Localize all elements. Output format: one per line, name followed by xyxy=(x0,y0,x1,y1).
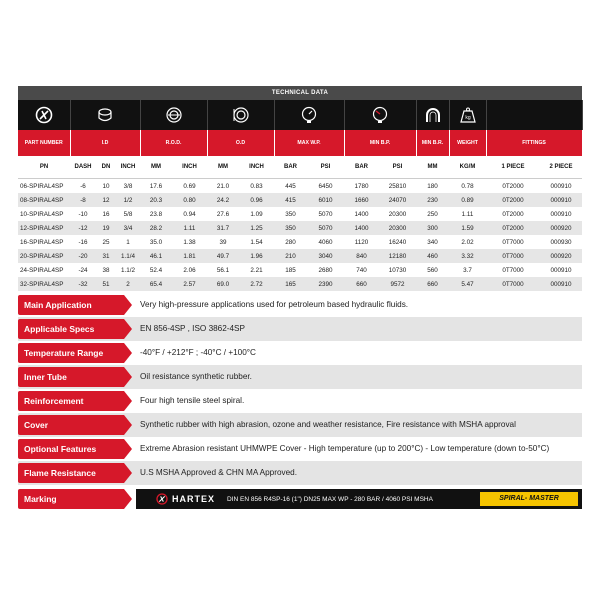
table-cell: 250 xyxy=(416,207,449,221)
table-cell: 17.6 xyxy=(140,179,172,194)
table-cell: 1400 xyxy=(344,221,379,235)
table-cell: 000910 xyxy=(540,179,582,194)
table-cell: 10 xyxy=(96,179,116,194)
table-cell: 1.1/4 xyxy=(116,249,140,263)
table-cell: 460 xyxy=(416,249,449,263)
table-cell: -24 xyxy=(70,263,96,277)
table-cell: 350 xyxy=(274,207,307,221)
table-cell: 1.81 xyxy=(172,249,207,263)
table-cell: 740 xyxy=(344,263,379,277)
table-cell: 4060 xyxy=(307,235,344,249)
table-cell: 35.0 xyxy=(140,235,172,249)
table-cell: 000930 xyxy=(540,235,582,249)
application-label: Inner Tube xyxy=(18,367,124,387)
table-cell: 1.96 xyxy=(239,249,274,263)
category-weight: WEIGHT xyxy=(449,130,486,156)
table-cell: 560 xyxy=(416,263,449,277)
table-cell: 1.59 xyxy=(449,221,486,235)
table-cell: 0T7000 xyxy=(486,249,540,263)
table-cell: 5/8 xyxy=(116,207,140,221)
table-cell: 2.02 xyxy=(449,235,486,249)
part-number-cell: 20-SPIRAL4SP xyxy=(18,249,70,263)
table-cell: 2.72 xyxy=(239,277,274,291)
table-cell: -8 xyxy=(70,193,96,207)
table-cell: 16240 xyxy=(379,235,416,249)
unit-header: DN xyxy=(96,156,116,179)
table-cell: 0.78 xyxy=(449,179,486,194)
table-cell: -10 xyxy=(70,207,96,221)
spiral-master-stripe: SPIRAL- MASTER xyxy=(480,492,578,506)
application-row xyxy=(18,365,582,389)
application-value: Four high tensile steel spiral. xyxy=(140,396,245,405)
fittings-icon-cell xyxy=(486,100,582,130)
unit-header: 1 PIECE xyxy=(486,156,540,179)
table-cell: 185 xyxy=(274,263,307,277)
application-row xyxy=(18,341,582,365)
table-cell: 5070 xyxy=(307,207,344,221)
application-label: Cover xyxy=(18,415,124,435)
application-label: Reinforcement xyxy=(18,391,124,411)
table-cell: 0.80 xyxy=(172,193,207,207)
part-number-cell: 06-SPIRAL4SP xyxy=(18,179,70,194)
category-id: I.D xyxy=(70,130,140,156)
table-cell: 65.4 xyxy=(140,277,172,291)
table-cell: 1660 xyxy=(344,193,379,207)
unit-header: MM xyxy=(416,156,449,179)
table-cell: 20300 xyxy=(379,207,416,221)
table-cell: 300 xyxy=(416,221,449,235)
unit-header: PN xyxy=(18,156,70,179)
technical-data-title: TECHNICAL DATA xyxy=(18,86,582,100)
hartex-logo xyxy=(156,493,215,505)
table-cell: 20300 xyxy=(379,221,416,235)
technical-data-sheet xyxy=(18,86,582,511)
application-value: U.S MSHA Approved & CHN MA Approved. xyxy=(140,468,297,477)
table-cell: 5.47 xyxy=(449,277,486,291)
marking-row xyxy=(18,487,582,511)
table-cell: 0T2000 xyxy=(486,179,540,194)
table-cell: 000910 xyxy=(540,277,582,291)
bend-radius-icon xyxy=(416,100,449,130)
table-cell: 1 xyxy=(116,235,140,249)
unit-header: INCH xyxy=(172,156,207,179)
category-min-br: MIN B.R. xyxy=(416,130,449,156)
application-label: Applicable Specs xyxy=(18,319,124,339)
table-cell: 2680 xyxy=(307,263,344,277)
application-label: Temperature Range xyxy=(18,343,124,363)
category-fittings: FITTINGS xyxy=(486,130,582,156)
table-cell: 0T7000 xyxy=(486,235,540,249)
table-cell: 660 xyxy=(416,277,449,291)
table-cell: 3.32 xyxy=(449,249,486,263)
table-cell: -20 xyxy=(70,249,96,263)
table-cell: 19 xyxy=(96,221,116,235)
application-value: -40°F / +212°F ; -40°C / +100°C xyxy=(140,348,256,357)
table-cell: 23.8 xyxy=(140,207,172,221)
table-cell: 180 xyxy=(416,179,449,194)
application-value: Extreme Abrasion resistant UHMWPE Cover - High temperature (up to 200°C) - Low temperature (down to-50°C) xyxy=(140,444,550,453)
table-row xyxy=(18,249,582,263)
application-row xyxy=(18,437,582,461)
unit-header: KG/M xyxy=(449,156,486,179)
table-cell: 6010 xyxy=(307,193,344,207)
table-cell: 51 xyxy=(96,277,116,291)
table-cell: 52.4 xyxy=(140,263,172,277)
table-cell: 3.7 xyxy=(449,263,486,277)
table-cell: 56.1 xyxy=(207,263,239,277)
table-cell: 69.0 xyxy=(207,277,239,291)
marking-label: Marking xyxy=(18,489,124,509)
part-number-cell: 10-SPIRAL4SP xyxy=(18,207,70,221)
table-cell: 6450 xyxy=(307,179,344,194)
table-cell: 1.11 xyxy=(172,221,207,235)
category-max-wp: MAX W.P. xyxy=(274,130,344,156)
table-cell: 39 xyxy=(207,235,239,249)
table-cell: 9572 xyxy=(379,277,416,291)
table-cell: 46.1 xyxy=(140,249,172,263)
table-cell: 1.54 xyxy=(239,235,274,249)
burst-gauge-icon xyxy=(344,100,416,130)
table-cell: 38 xyxy=(96,263,116,277)
hose-rod-icon xyxy=(140,100,207,130)
table-cell: -16 xyxy=(70,235,96,249)
table-cell: 1/2 xyxy=(116,193,140,207)
application-row xyxy=(18,413,582,437)
table-cell: 1.1/2 xyxy=(116,263,140,277)
table-cell: 1400 xyxy=(344,207,379,221)
unit-header: DASH xyxy=(70,156,96,179)
unit-header: INCH xyxy=(239,156,274,179)
table-cell: 445 xyxy=(274,179,307,194)
application-label: Main Application xyxy=(18,295,124,315)
unit-header: BAR xyxy=(344,156,379,179)
unit-header: BAR xyxy=(274,156,307,179)
part-number-cell: 32-SPIRAL4SP xyxy=(18,277,70,291)
part-number-cell: 24-SPIRAL4SP xyxy=(18,263,70,277)
table-cell: 31 xyxy=(96,249,116,263)
unit-header: INCH xyxy=(116,156,140,179)
application-row xyxy=(18,293,582,317)
table-cell: 12180 xyxy=(379,249,416,263)
table-cell: 000910 xyxy=(540,263,582,277)
table-cell: 0T7000 xyxy=(486,277,540,291)
application-label: Optional Features xyxy=(18,439,124,459)
table-cell: 230 xyxy=(416,193,449,207)
table-cell: 1.11 xyxy=(449,207,486,221)
table-cell: 0T7000 xyxy=(486,263,540,277)
table-cell: 0T2000 xyxy=(486,193,540,207)
category-part-number: PART NUMBER xyxy=(18,130,70,156)
part-number-cell: 08-SPIRAL4SP xyxy=(18,193,70,207)
table-row xyxy=(18,263,582,277)
table-cell: 0.96 xyxy=(239,193,274,207)
hartex-logo-icon xyxy=(156,493,168,505)
spec-table xyxy=(18,100,583,291)
table-cell: 20.3 xyxy=(140,193,172,207)
unit-header: PSI xyxy=(307,156,344,179)
table-row xyxy=(18,277,582,291)
table-cell: 1120 xyxy=(344,235,379,249)
table-cell: 0.83 xyxy=(239,179,274,194)
table-cell: 000920 xyxy=(540,249,582,263)
brand-logo-icon xyxy=(18,100,70,130)
table-cell: 2390 xyxy=(307,277,344,291)
application-value: Very high-pressure applications used for petroleum based hydraulic fluids. xyxy=(140,300,409,309)
table-cell: 5070 xyxy=(307,221,344,235)
table-row xyxy=(18,221,582,235)
pressure-gauge-icon xyxy=(274,100,344,130)
table-cell: -12 xyxy=(70,221,96,235)
table-cell: 16 xyxy=(96,207,116,221)
category-min-bp: MIN B.P. xyxy=(344,130,416,156)
table-cell: -6 xyxy=(70,179,96,194)
unit-row xyxy=(18,156,582,179)
application-value: Synthetic rubber with high abrasion, ozone and weather resistance, Fire resistance with MSHA approval xyxy=(140,420,516,429)
table-cell: 1.38 xyxy=(172,235,207,249)
table-cell: 000920 xyxy=(540,221,582,235)
table-cell: 24070 xyxy=(379,193,416,207)
table-cell: 0T2000 xyxy=(486,207,540,221)
table-cell: 49.7 xyxy=(207,249,239,263)
table-cell: 280 xyxy=(274,235,307,249)
unit-header: MM xyxy=(140,156,172,179)
table-cell: 0.69 xyxy=(172,179,207,194)
unit-header: 2 PIECE xyxy=(540,156,582,179)
marking-brand: HARTEX xyxy=(172,494,216,504)
icon-row xyxy=(18,100,582,130)
table-cell: 1.09 xyxy=(239,207,274,221)
application-row xyxy=(18,317,582,341)
category-rod: R.O.D. xyxy=(140,130,207,156)
table-row xyxy=(18,235,582,249)
part-number-cell: 12-SPIRAL4SP xyxy=(18,221,70,235)
table-cell: 31.7 xyxy=(207,221,239,235)
application-row xyxy=(18,461,582,485)
table-cell: 3/4 xyxy=(116,221,140,235)
category-od: O.D xyxy=(207,130,274,156)
table-cell: 25810 xyxy=(379,179,416,194)
table-cell: 27.6 xyxy=(207,207,239,221)
table-cell: 10730 xyxy=(379,263,416,277)
table-cell: 0T2000 xyxy=(486,221,540,235)
table-row xyxy=(18,193,582,207)
table-cell: 165 xyxy=(274,277,307,291)
table-cell: 350 xyxy=(274,221,307,235)
table-cell: 2 xyxy=(116,277,140,291)
weight-icon xyxy=(449,100,486,130)
table-row xyxy=(18,207,582,221)
table-cell: 21.0 xyxy=(207,179,239,194)
unit-header: MM xyxy=(207,156,239,179)
table-cell: 660 xyxy=(344,277,379,291)
hose-od-icon xyxy=(207,100,274,130)
table-cell: 340 xyxy=(416,235,449,249)
application-value: Oil resistance synthetic rubber. xyxy=(140,372,252,381)
table-cell: 3/8 xyxy=(116,179,140,194)
marking-bar xyxy=(136,489,582,509)
unit-header: PSI xyxy=(379,156,416,179)
table-cell: 000910 xyxy=(540,207,582,221)
application-value: EN 856-4SP , ISO 3862-4SP xyxy=(140,324,245,333)
table-cell: 415 xyxy=(274,193,307,207)
table-cell: 25 xyxy=(96,235,116,249)
table-cell: 2.57 xyxy=(172,277,207,291)
table-cell: 28.2 xyxy=(140,221,172,235)
table-cell: 000910 xyxy=(540,193,582,207)
table-cell: -32 xyxy=(70,277,96,291)
table-cell: 1.25 xyxy=(239,221,274,235)
table-cell: 2.06 xyxy=(172,263,207,277)
table-cell: 840 xyxy=(344,249,379,263)
hose-id-icon xyxy=(70,100,140,130)
table-cell: 210 xyxy=(274,249,307,263)
svg-text:kg: kg xyxy=(464,115,471,121)
category-row xyxy=(18,130,582,156)
table-cell: 2.21 xyxy=(239,263,274,277)
table-cell: 3040 xyxy=(307,249,344,263)
marking-text: DIN EN 856 R4SP-16 (1") DN25 MAX WP - 280 BAR / 4060 PSI MSHA xyxy=(227,495,433,503)
application-row xyxy=(18,389,582,413)
table-row xyxy=(18,179,582,194)
table-cell: 12 xyxy=(96,193,116,207)
table-cell: 0.89 xyxy=(449,193,486,207)
application-label: Flame Resistance xyxy=(18,463,124,483)
spec-table-body xyxy=(18,179,582,292)
application-details xyxy=(18,293,582,485)
part-number-cell: 16-SPIRAL4SP xyxy=(18,235,70,249)
table-cell: 0.94 xyxy=(172,207,207,221)
table-cell: 1780 xyxy=(344,179,379,194)
table-cell: 24.2 xyxy=(207,193,239,207)
